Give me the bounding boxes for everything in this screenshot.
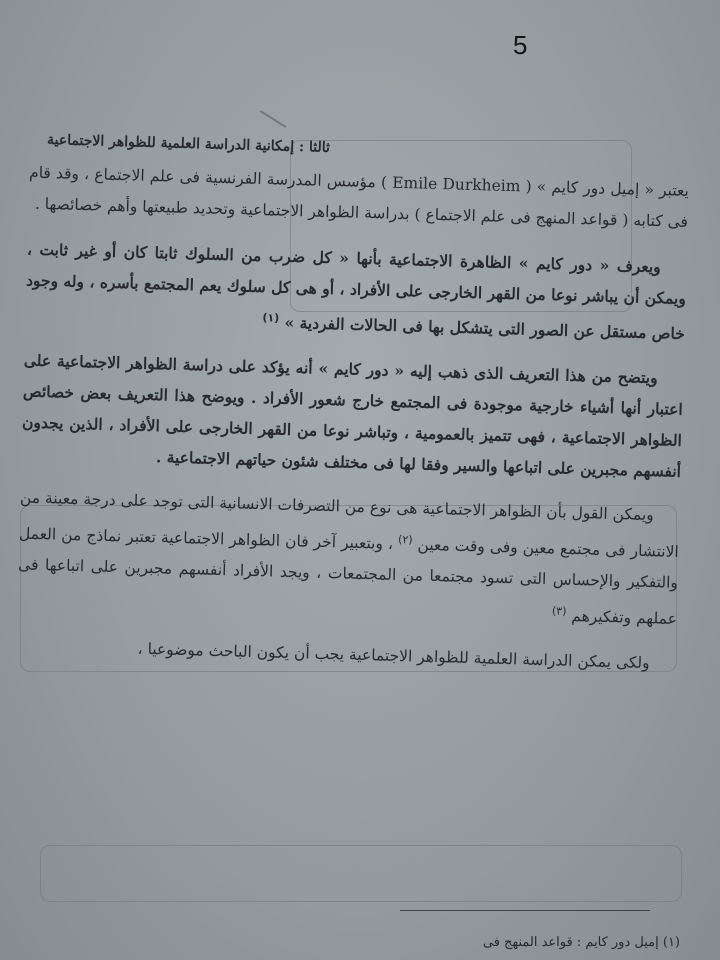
pencil-mark	[260, 110, 287, 128]
paragraph-text: ويعرف « دور كايم » الظاهرة الاجتماعية بأنها « كل ضرب من السلوك ثابتا كان أو غير ثابت ، ويمكن أن يباشر نوعا من القهر الخارجى على الأفراد ، أو هى كل سلوك يعم المجتمع بأسره ، وله وجود خاص مستقل عن الصور التى يتشكل بها فى الحالات الفردية »	[25, 239, 687, 344]
paragraph-text: ويمكن القول بأن الظواهر الاجتماعية هى نوع من التصرفات الانسانية التى توجد على درجة معينة من الانتشار فى مجتمع معين وفى وقت معين	[19, 488, 680, 562]
paragraph-characteristics	[21, 345, 684, 487]
footnote: (١) إميل دور كايم : قواعد المنهج فى	[482, 935, 680, 950]
paragraph-text: يعتبر « إميل دور كايم » ( Emile Durkheim ) مؤسس المدرسة الفرنسية فى علم الاجتماع ، وقد قام فى كتابه ( قواعد المنهج فى علم الاجتماع ) بدراسة الظواهر الاجتماعية وتحديد طبيعتها وأهم خصائصها .	[28, 163, 690, 231]
pencil-bracket-bottom	[40, 845, 682, 902]
footnote-marker: (١)	[262, 311, 280, 325]
page-number: 5	[513, 30, 528, 60]
section-heading: ثالثا : إمكانية الدراسة العلمية للظواهر الاجتماعية	[46, 132, 331, 156]
footnote-divider	[400, 910, 650, 911]
footnote-marker: (٢)	[397, 533, 413, 547]
paragraph-text: ويتضح من هذا التعريف الذى ذهب إليه « دور كايم » أنه يؤكد على دراسة الظواهر الاجتماعية على اعتبار أنها أشياء خارجية موجودة فى المجتمع خارج شعور الأفراد . ويوضح هذا التعريف بعض خصائص الظواهر الاجتماعية ، فهى تتميز بالعمومية ، وتباشر نوعا من القهر الخارجى على الأفراد ، الذين يجدون أنفسهم مجبرين على اتباعها والسير وفقا لها فى مختلف شئون حياتهم الاجتماعية .	[21, 350, 684, 482]
paragraph-text-continued: ، وبتعبير آخر فان الظواهر الاجتماعية تعتبر نماذج من العمل والتفكير والإحساس التى تسود مجتمعا من المجتمعات ، ويجد الأفراد أنفسهم مجبرين على اتباعها فى عملهم وتفكيرهم	[17, 524, 679, 629]
body-text	[15, 132, 690, 695]
paragraph-definition	[25, 234, 687, 350]
paragraph-social-phenomena	[17, 483, 680, 636]
paragraph-durkheim-intro	[28, 158, 689, 238]
paragraph-text: ولكى يمكن الدراسة العلمية للظواهر الاجتماعية يجب أن يكون الباحث موضوعيا ،	[137, 640, 650, 673]
footnote-marker: (٣)	[551, 604, 567, 619]
paragraph-objectivity	[15, 631, 676, 680]
